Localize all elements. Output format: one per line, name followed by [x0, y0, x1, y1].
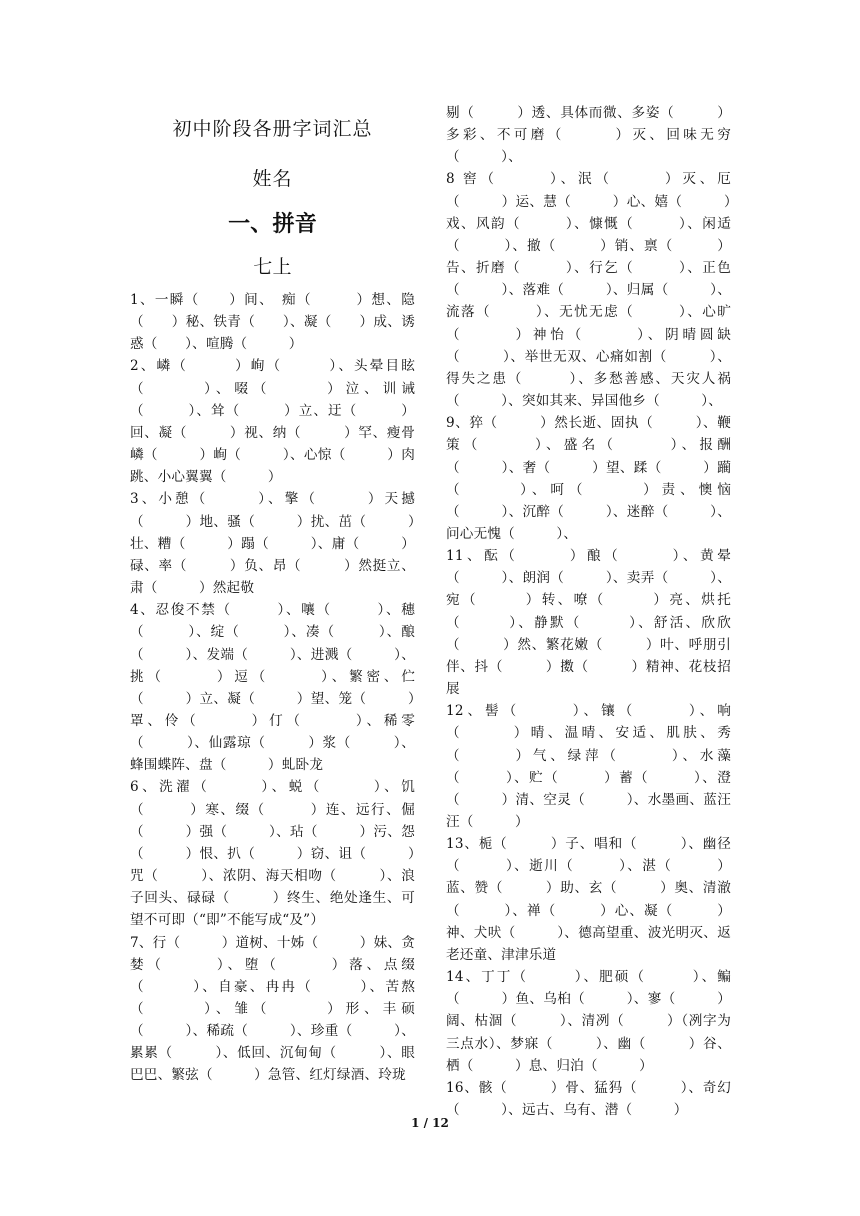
exercise-item: 6、洗濯（ ）、蜕（ ）、饥（ ）寒、缀（ ）连、远行、倔（ ）强（ ）、玷（ ）污、怨（ ）恨、扒（ ）窃、诅（ ）咒（ ）、浓阴、海天相吻（ ）、浪子回头、碌碌（ ）终生、绝处逢生、可望不可即（“即”不能写成“及”） — [130, 779, 415, 929]
grade-heading: 七上 — [253, 256, 292, 278]
left-column — [130, 100, 415, 1087]
page-title: 初中阶段各册字词汇总 — [172, 118, 373, 140]
exercise-item: 2、嶙（ ）峋（ ）、头晕目眩（ ）、啜（ ）泣、训诫（ ）、耸（ ）立、迂（ ）回、凝（ ）视、纳（ ）罕、瘦骨嶙（ ）峋（ ）、心惊（ ）肉跳、小心翼翼（ ） — [130, 358, 415, 486]
exercise-item: 16、骸（ ）骨、猛犸（ ）、奇幻（ ）、远古、乌有、潜（ ） — [446, 1079, 731, 1119]
page-number: 1 / 12 — [411, 1116, 449, 1130]
exercise-item: 9、猝（ ）然长逝、固执（ ）、鞭策（ ）、盛名（ ）、报酬（ ）、奢（ ）望、蹂（ ）躏（ ）、呵（ ）责、懊恼（ ）、沉醉（ ）、迷醉（ ）、问心无愧（ ）、 — [446, 415, 731, 542]
section-heading: 一、拼音 — [228, 212, 317, 237]
exercise-item: 11、酝（ ）酿（ ）、黄晕（ ）、朗润（ ）、卖弄（ ）、宛（ ）转、嘹（ ）亮、烘托（ ）、静默（ ）、舒活、欣欣（ ）然、繁花嫩（ ）叶、呼朋引伴、抖（ ）擞（ ）精神、花枝招展 — [446, 548, 731, 698]
exercise-item: 1、一瞬（ ）间、 痴（ ）想、隐（ ）秘、铁青（ ）、凝（ ）成、诱惑（ ）、喧腾（ ） — [130, 292, 415, 353]
exercise-item: 7、行（ ）道树、十姊（ ）妹、贪婪（ ）、堕（ ）落、点缀（ ）、自豪、冉冉（ ）、苦熬（ ）、雏（ ）形、丰硕（ ）、稀疏（ ）、珍重（ ）、累累（ ）、低回、沉甸甸（ ）、眼巴巴、繁弦（ ）急管、红灯绿酒、玲珑 — [130, 934, 415, 1084]
exercise-item: 剔（ ）透、具体而微、多姿（ ）多彩、不可磨（ ）灭、回味无穷（ ）、 — [446, 105, 731, 166]
exercise-item: 4、忍俊不禁（ ）、嚷（ ）、穗（ ）、绽（ ）、凑（ ）、酿（ ）、发端（ ）、进溅（ ）、挑（ ）逗（ ）、繁密、伫（ ）立、凝（ ）望、笼（ ）罩、伶（ ）仃（ ）、稀零（ ）、仙露琼（ ）浆（ ）、蜂围蝶阵、盘（ ）虬卧龙 — [130, 602, 415, 774]
exercise-item: 12、髻（ ）、镶（ ）、响（ ）晴、温晴、安适、肌肤、秀（ ）气、绿萍（ ）、水藻（ ）、贮（ ）蓄（ ）、澄（ ）清、空灵（ ）、水墨画、蓝汪汪（ ） — [446, 703, 731, 830]
exercise-item: 13、栀（ ）子、唱和（ ）、幽径（ ）、逝川（ ）、湛（ ）蓝、赞（ ）助、玄（ ）奥、清澈（ ）、禅（ ）心、凝（ ）神、犬吠（ ）、德高望重、波光明灭、返老还童、津津乐道 — [446, 836, 731, 963]
exercise-item: 14、丁丁（ ）、肥硕（ ）、鳊（ ）鱼、乌桕（ ）、寥（ ）阔、枯涸（ ）、清冽（ ）（冽字为三点水）、梦寐（ ）、幽（ ）谷、栖（ ）息、归泊（ ） — [446, 969, 731, 1074]
right-column — [446, 102, 731, 1121]
name-label: 姓名 — [252, 168, 293, 190]
exercise-item: 8 窖（ ）、泯（ ）灭、厄（ ）运、慧（ ）心、嬉（ ）戏、风韵（ ）、慷慨（ ）、闲适（ ）、撤（ ）销、禀（ ）告、折磨（ ）、行乞（ ）、正色（ ）、落难（ ）、归属（ ）、流落（ ）、无忧无虑（ ）、心旷（ ）神怡（ ）、阴晴圆缺（ ）、举世无双、心痛如割（ ）、得失之患（ ）、多愁善感、天灾人祸（ ）、突如其来、异国他乡（ ）、 — [446, 171, 731, 410]
exercise-item: 3、小憩（ ）、擎（ ）天撼（ ）地、骚（ ）扰、茁（ ）壮、糟（ ）蹋（ ）、庸（ ）碌、率（ ）负、昂（ ）然挺立、肃（ ）然起敬 — [130, 491, 415, 597]
